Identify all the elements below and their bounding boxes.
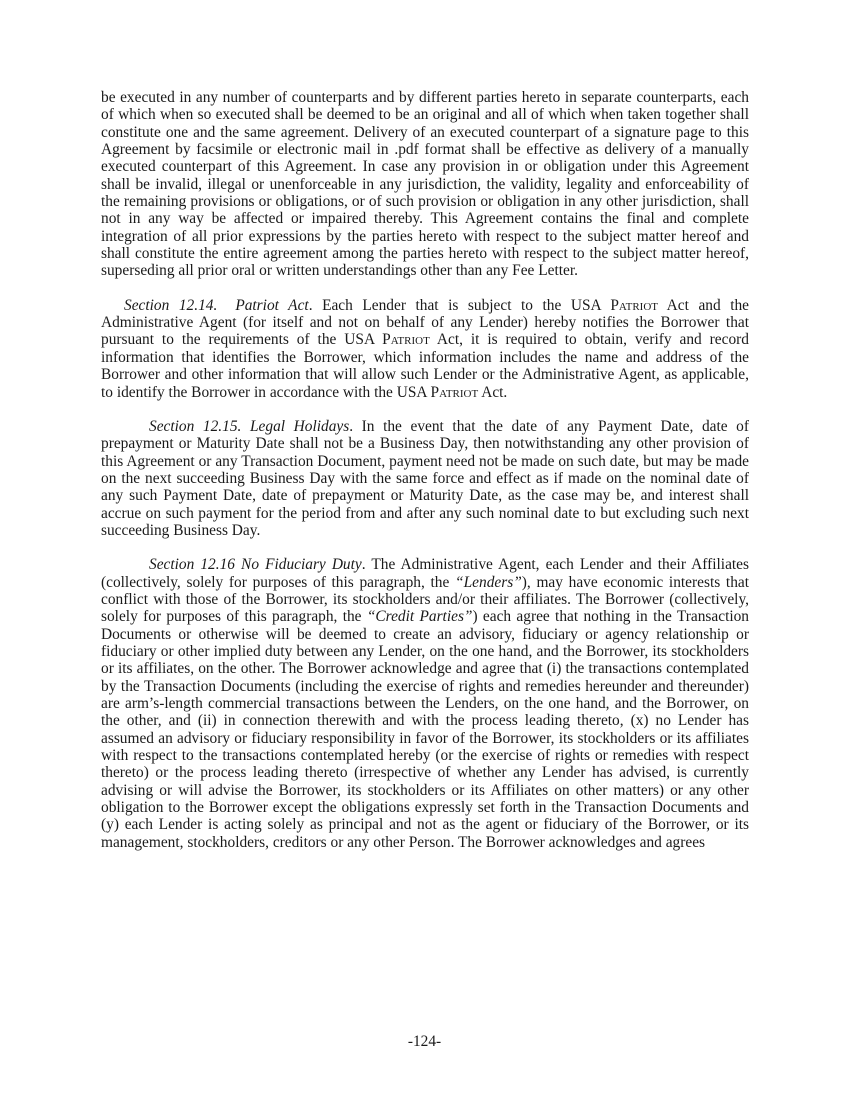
lenders-defined-term: “Lenders” — [455, 573, 522, 591]
section-12-14-text-4: Act. — [478, 383, 508, 401]
section-12-14-text-1: . Each Lender that is subject to the USA — [308, 296, 611, 314]
continuation-text: be executed in any number of counterparts and by different parties hereto in separate counterparts, each of which when so executed shall be deemed to be an original and all of which when taken together shall constitute one and the same agreement. Delivery of an executed counterpart of a signature page to this Agreement by facsimile or electronic mail in .pdf format shall be effective as delivery of a manually executed counterpart of this Agreement. In case any provision in or obligation under this Agreement shall be invalid, illegal or unenforceable in any jurisdiction, the validity, legality and enforceability of the remaining provisions or obligations, or of such provision or obligation in any other jurisdiction, shall not in any way be affected or impaired thereby. This Agreement contains the final and complete integration of all prior expressions by the parties hereto with respect to the subject matter hereof and shall constitute the entire agreement among the parties hereto with respect to the subject matter hereof, superseding all prior oral or written understandings other than any Fee Letter. — [101, 89, 749, 280]
section-12-15-paragraph — [101, 418, 749, 539]
section-12-16-heading: Section 12.16 No Fiduciary Duty — [149, 556, 362, 574]
patriot-smallcaps-1: Patriot — [610, 296, 658, 314]
section-12-14-title: Patriot Act — [235, 296, 309, 314]
section-12-15-heading: Section 12.15. Legal Holidays — [149, 417, 350, 435]
patriot-smallcaps-3: Patriot — [430, 383, 479, 401]
continuation-paragraph — [101, 89, 749, 280]
section-12-15-body: . In the event that the date of any Payment Date, date of prepayment or Maturity Date shall not be a Business Day, then notwithstanding any other provision of this Agreement or any Transaction Document, payment need not be made on such date, but may be made on the next succeeding Business Day with the same force and effect as if made on the nominal date of any such Payment Date, date of prepayment or Maturity Date, as the case may be, and interest shall accrue on such payment for the period from and after any such nominal date to but excluding such next succeeding Business Day. — [101, 417, 749, 539]
document-page — [101, 89, 749, 868]
section-12-16-text-3: ) each agree that nothing in the Transaction Documents or otherwise will be deemed to create an advisory, fiduciary or agency relationship or fiduciary or other implied duty between any Lender, on the one hand, and the Borrower, its stockholders or its affiliates, on the other. The Borrower acknowledge and agree that (i) the transactions contemplated by the Transaction Documents (including the exercise of rights and remedies hereunder and thereunder) are arm’s-length commercial transactions between the Lenders, on the one hand, and the Borrower, on the other, and (ii) in connection therewith and with the process leading thereto, (x) no Lender has assumed an advisory or fiduciary responsibility in favor of the Borrower, its stockholders or its affiliates with respect to the transactions contemplated hereby (or the exercise of rights or remedies with respect thereto) or the process leading thereto (irrespective of whether any Lender has advised, is currently advising or will advise the Borrower, its stockholders or its Affiliates on other matters) or any other obligation to the Borrower except the obligations expressly set forth in the Transaction Documents and (y) each Lender is acting solely as principal and not as the agent or fiduciary of the Borrower, or its management, stockholders, creditors or any other Person. The Borrower acknowledges and agrees — [101, 608, 750, 851]
section-12-16-text-1: . The Administrative Agent, each Lender and their Affiliates (collectively, solely for purposes of this paragraph, the — [101, 556, 750, 591]
section-12-16-text-2: ), may have economic interests that conflict with those of the Borrower, its stockholders and/or their affiliates. The Borrower (collectively, solely for purposes of this paragraph, the — [101, 573, 749, 626]
section-12-14-text-2: Act and the Administrative Agent (for itself and not on behalf of any Lender) hereby notifies the Borrower that pursuant to the requirements of the USA — [101, 296, 749, 349]
section-12-16-paragraph — [101, 556, 749, 851]
credit-parties-defined-term: “Credit Parties” — [366, 608, 473, 626]
page-number: -124- — [407, 1033, 442, 1050]
section-12-14-number: Section 12.14. — [124, 296, 218, 314]
section-12-14-text-3: Act, it is required to obtain, verify and record information that identifies the Borrower, which information includes the name and address of the Borrower and other information that will allow such Lender or the Administrative Agent, as applicable, to identify the Borrower in accordance with the USA — [101, 331, 749, 401]
patriot-smallcaps-2: Patriot — [382, 331, 430, 349]
section-12-14-paragraph — [101, 297, 749, 401]
